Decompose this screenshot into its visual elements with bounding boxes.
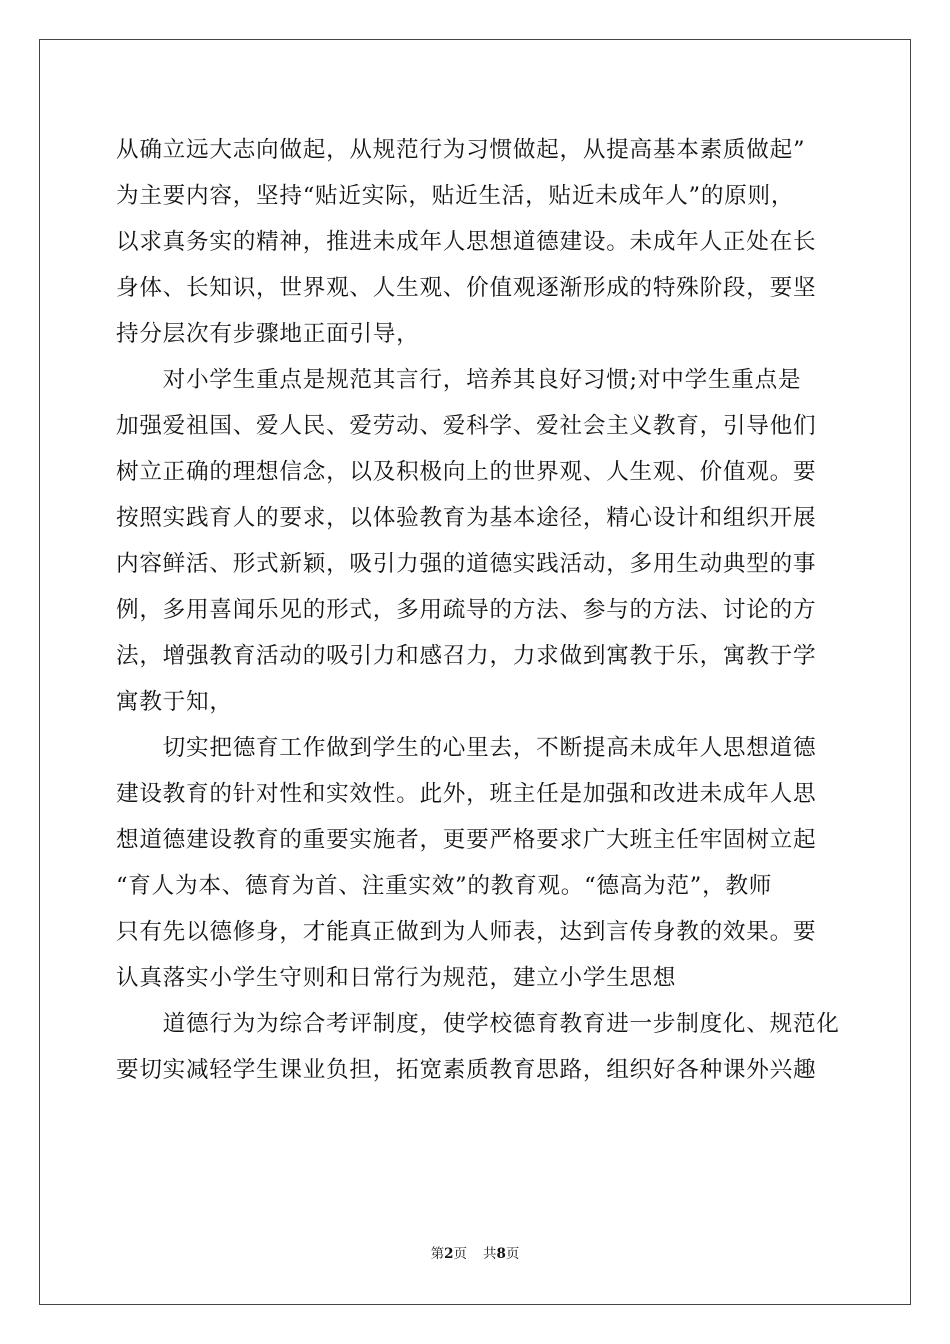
text-line: 树立正确的理想信念，以及积极向上的世界观、人生观、价值观。要 — [116, 459, 817, 485]
text-line: 内容鲜活、形式新颖，吸引力强的道德实践活动，多用生动典型的事 — [116, 551, 817, 577]
text-line: “育人为本、德育为首、注重实效”的教育观。“德高为范”，教师 — [116, 873, 773, 899]
text-line: 认真落实小学生守则和日常行为规范，建立小学生思想 — [116, 965, 677, 991]
text-line: 例，多用喜闻乐见的形式，多用疏导的方法、参与的方法、讨论的方 — [116, 597, 817, 623]
page-prefix: 第 — [430, 1246, 445, 1262]
page-footer — [0, 1244, 950, 1264]
page-total: 8 — [496, 1246, 506, 1262]
text-line: 道德行为为综合考评制度，使学校德育教育进一步制度化、规范化 — [116, 1011, 840, 1037]
text-line: 切实把德育工作做到学生的心里去，不断提高未成年人思想道德 — [116, 735, 817, 761]
text-line: 要切实减轻学生课业负担，拓宽素质教育思路，组织好各种课外兴趣 — [116, 1057, 817, 1083]
text-line: 从确立远大志向做起，从规范行为习惯做起，从提高基本素质做起” — [116, 137, 806, 163]
text-line: 按照实践育人的要求，以体验教育为基本途径，精心设计和组织开展 — [116, 505, 817, 531]
text-line: 为主要内容，坚持“贴近实际，贴近生活，贴近未成年人”的原则， — [116, 183, 795, 209]
text-line: 寓教于知， — [116, 689, 233, 715]
text-line: 法，增强教育活动的吸引力和感召力，力求做到寓教于乐，寓教于学 — [116, 643, 817, 669]
page-unit: 页 — [453, 1246, 467, 1262]
text-line: 想道德建设教育的重要实施者，更要严格要求广大班主任牢固树立起 — [116, 827, 817, 853]
total-unit: 页 — [505, 1246, 520, 1262]
page-current: 2 — [444, 1246, 454, 1262]
total-prefix: 共 — [483, 1246, 497, 1262]
text-line: 只有先以德修身，才能真正做到为人师表，达到言传身教的效果。要 — [116, 919, 817, 945]
text-line: 持分层次有步骤地正面引导， — [116, 321, 420, 347]
text-line: 建设教育的针对性和实效性。此外，班主任是加强和改进未成年人思 — [116, 781, 817, 807]
text-line: 身体、长知识，世界观、人生观、价值观逐渐形成的特殊阶段，要坚 — [116, 275, 817, 301]
text-line: 以求真务实的精神，推进未成年人思想道德建设。未成年人正处在长 — [116, 229, 817, 255]
text-line: 对小学生重点是规范其言行，培养其良好习惯;对中学生重点是 — [116, 367, 802, 393]
text-line: 加强爱祖国、爱人民、爱劳动、爱科学、爱社会主义教育，引导他们 — [116, 413, 817, 439]
